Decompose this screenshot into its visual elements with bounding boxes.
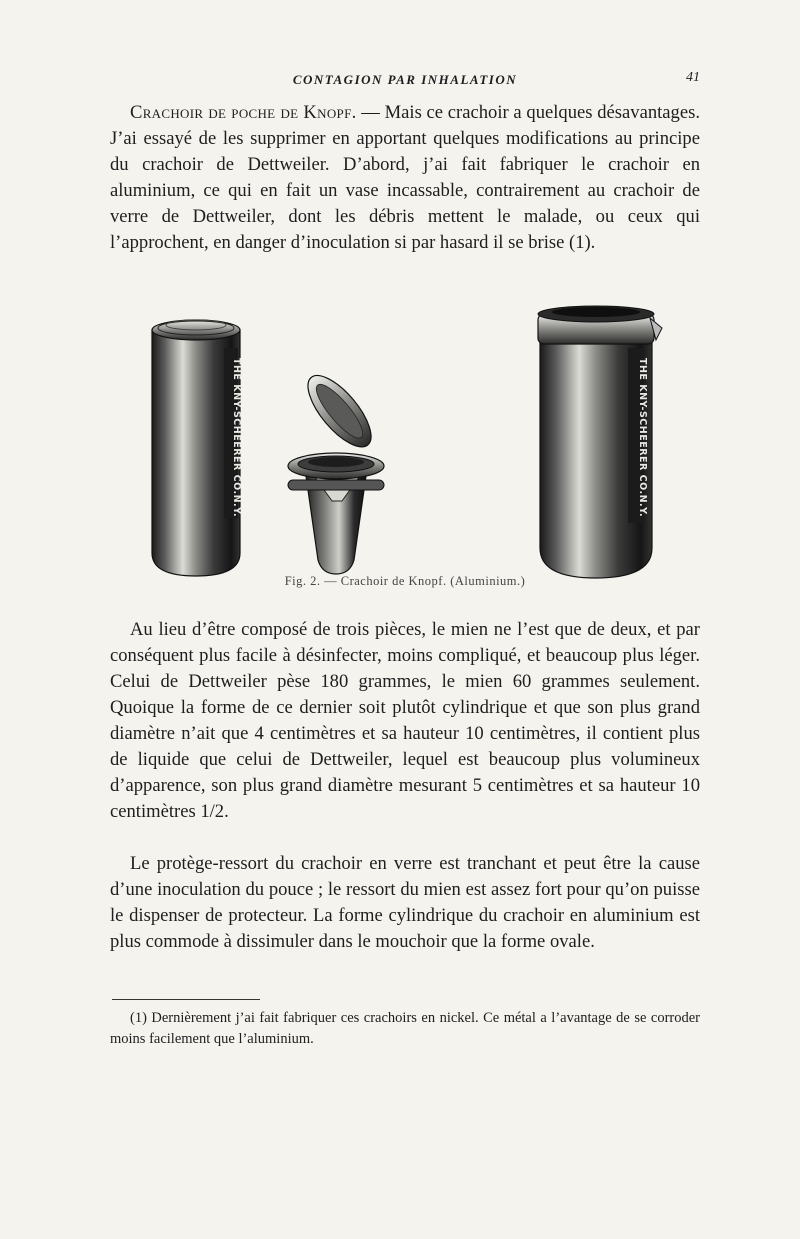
footnote-rule bbox=[112, 999, 260, 1000]
spittoon-open-middle bbox=[288, 366, 384, 574]
page-number: 41 bbox=[686, 70, 700, 85]
paragraph-1-text: — Mais ce crachoir a quelques désavantages. J’ai essayé de les supprimer en apportant quelques modifications au principe du crachoir de Dettweiler. D’abord, j’ai fait fabriquer le crachoir en aluminium, ce qui en fait un vase incassable, contrairement au crachoir de verre de Dettweiler, dont les débris mettent le malade, ou ceux qui l’approchent, en danger d’inoculation si par hasard il se brise (1). bbox=[110, 102, 700, 253]
figure-caption: Fig. 2. — Crachoir de Knopf. (Aluminium.) bbox=[284, 574, 526, 588]
section-heading: Crachoir de poche de Knopf. bbox=[130, 102, 357, 123]
paragraph-3: Le protège-ressort du crachoir en verre est tranchant et peut être la cause d’une inoculation du pouce ; le ressort du mien est assez fort pour qu’on puisse le dispenser de protecteur. La forme cylindrique du crachoir en aluminium est plus commode à dissimuler dans le mouchoir que la forme ovale. bbox=[110, 853, 700, 952]
footnote: (1) Dernièrement j’ai fait fabriquer ces crachoirs en nickel. Ce métal a l’avantage de se corroder moins facilement que l’aluminium. bbox=[110, 1010, 700, 1047]
spittoon-closed-right bbox=[538, 306, 662, 578]
paragraph-1 bbox=[110, 100, 700, 256]
running-head: CONTAGION PAR INHALATION bbox=[292, 72, 518, 87]
brand-stamp-right: THE KNY-SCHEERER CO.N.Y. bbox=[637, 358, 648, 518]
figure-spittoons bbox=[110, 298, 700, 598]
paragraph-2: Au lieu d’être composé de trois pièces, le mien ne l’est que de deux, et par conséquent plus facile à désinfecter, moins compliqué, et beaucoup plus léger. Celui de Dettweiler pèse 180 grammes, le mien 60 grammes seulement. Quoique la forme de ce dernier soit plutôt cylindrique et que son plus grand diamètre n’ait que 4 centimètres et sa hauteur 10 centimètres, il contient plus de liquide que celui de Dettweiler, lequel est beaucoup plus volumineux d’apparence, son plus grand diamètre mesurant 5 centimètres et sa hauteur 10 centimètres 1/2. bbox=[110, 619, 700, 822]
spittoon-closed-left bbox=[152, 320, 242, 576]
brand-stamp-left: THE KNY-SCHEERER CO.N.Y. bbox=[231, 358, 242, 518]
